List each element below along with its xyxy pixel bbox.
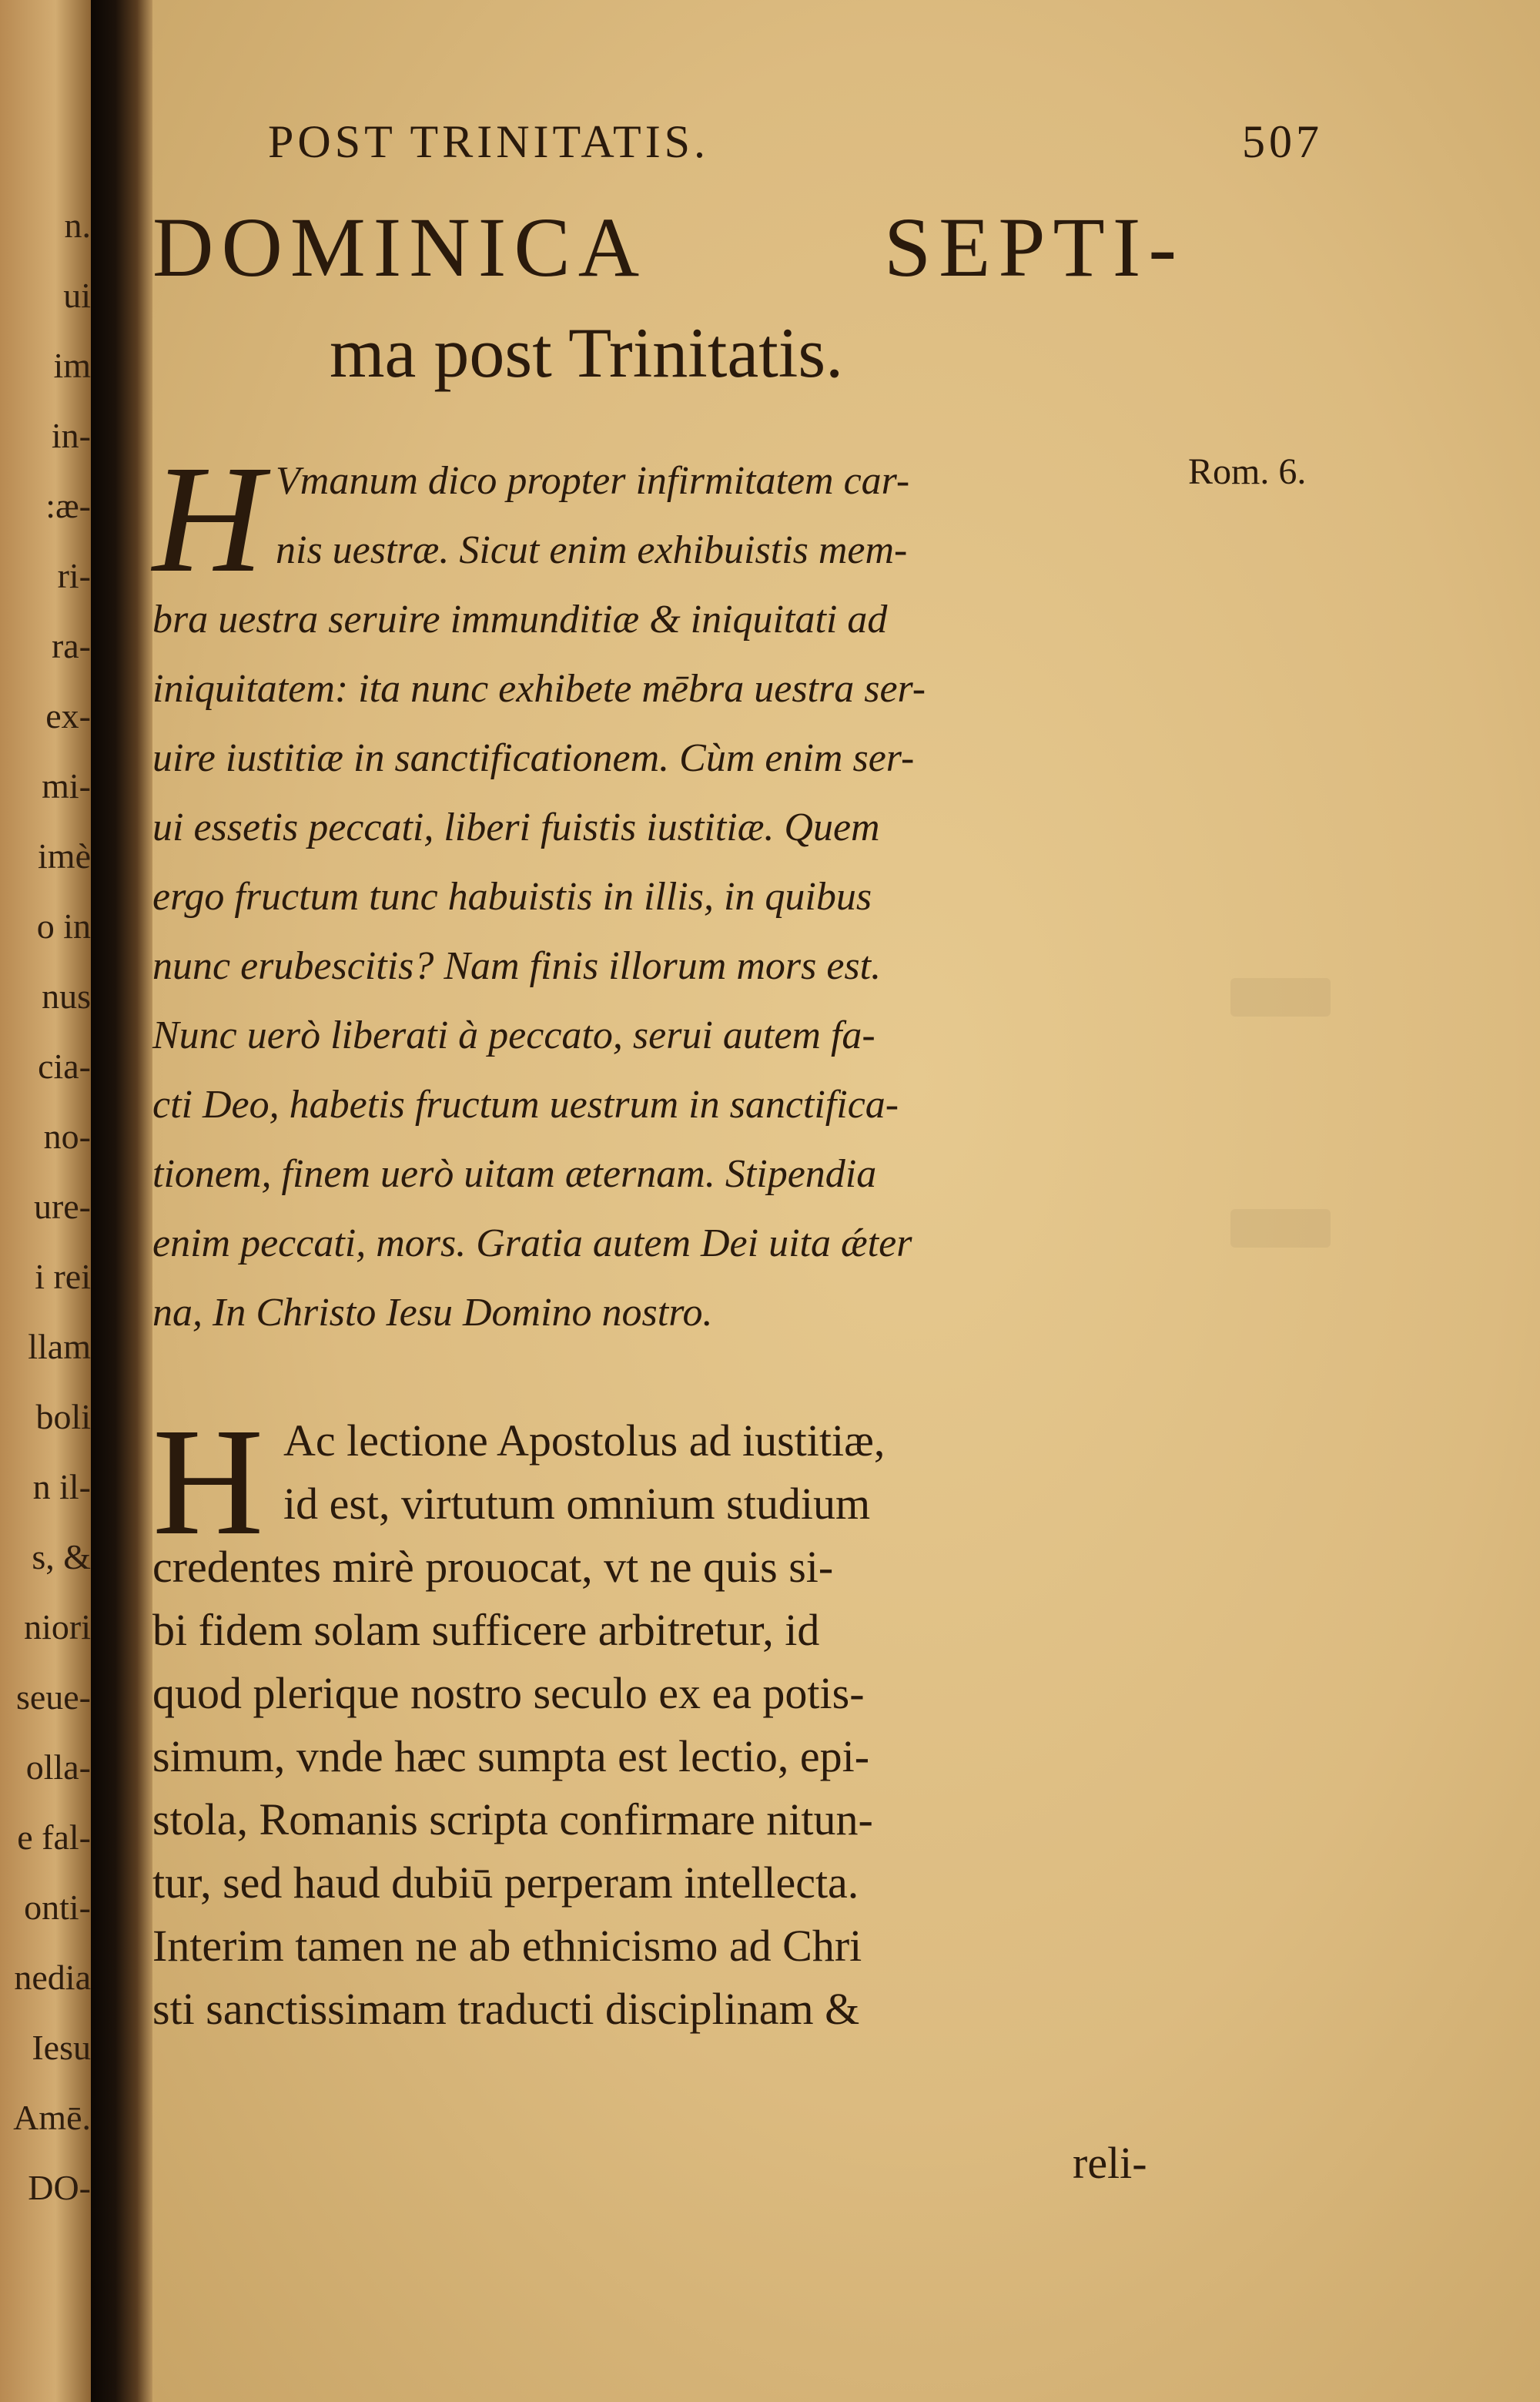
epistle-line: ui essetis peccati, liberi fuistis iustitiæ. Quem <box>152 806 880 849</box>
commentary-line: id est, virtutum omnium studium <box>283 1479 871 1529</box>
previous-page-fragment: ri- <box>57 558 91 594</box>
faded-margin-mark <box>1230 978 1331 1017</box>
previous-page-fragment: Iesu <box>32 2030 91 2065</box>
previous-page-fragment: e fal- <box>17 1820 91 1855</box>
epistle-line: nis uestræ. Sicut enim exhibuistis mem- <box>276 528 908 572</box>
previous-page-fragment: Amē. <box>13 2100 91 2136</box>
epistle-line: iniquitatem: ita nunc exhibete mēbra uestra ser- <box>152 667 926 711</box>
previous-page-fragment: n. <box>64 208 91 243</box>
epistle-line: enim peccati, mors. Gratia autem Dei uita ǽter <box>152 1221 912 1265</box>
previous-page-fragment: no- <box>43 1119 91 1154</box>
epistle-line: bra uestra seruire immunditiæ & iniquitati ad <box>152 598 888 642</box>
epistle-line: Vmanum dico propter infirmitatem car- <box>276 459 910 503</box>
running-head-title: POST TRINITATIS. <box>268 116 710 167</box>
epistle-line: Nunc uerò liberati à peccato, serui autem fa- <box>152 1013 875 1057</box>
heading-word-septi: SEPTI- <box>884 200 1184 294</box>
commentary-line: tur, sed haud dubiū perperam intellecta. <box>152 1858 859 1908</box>
commentary-line: Interim tamen ne ab ethnicismo ad Chri <box>152 1921 862 1971</box>
book-gutter <box>91 0 152 2402</box>
commentary-line: credentes mirè prouocat, vt ne quis si- <box>152 1542 834 1592</box>
marginal-reference: Rom. 6. <box>1188 451 1307 492</box>
previous-page-fragment: i rei <box>35 1259 91 1295</box>
epistle-line: tionem, finem uerò uitam æternam. Stipendia <box>152 1152 877 1196</box>
previous-page-fragment: seue- <box>15 1680 91 1715</box>
heading-word-dominica: DOMINICA <box>152 200 648 294</box>
commentary-line: Ac lectione Apostolus ad iustitiæ, <box>283 1415 886 1466</box>
faded-margin-mark <box>1230 1209 1331 1248</box>
catchword: reli- <box>1073 2138 1147 2188</box>
previous-page-fragment: onti- <box>24 1890 91 1925</box>
previous-page-fragment: im <box>53 348 91 384</box>
commentary-line: sti sanctissimam traducti disciplinam & <box>152 1984 860 2034</box>
previous-page-fragment: ui <box>63 278 91 313</box>
previous-page-fragment: :æ- <box>45 488 91 524</box>
commentary-drop-cap: H <box>152 1397 264 1567</box>
epistle-line: cti Deo, habetis fructum uestrum in sanctifica- <box>152 1083 899 1127</box>
previous-page-fragment: ex- <box>45 698 91 734</box>
previous-page-fragment: n il- <box>32 1469 91 1505</box>
previous-page-fragment: nus <box>42 979 91 1014</box>
previous-page-fragment: o in <box>36 909 91 944</box>
commentary-line: simum, vnde hæc sumpta est lectio, epi- <box>152 1731 870 1781</box>
previous-page-fragment: olla- <box>25 1750 91 1785</box>
previous-page-fragment: imè <box>38 839 91 874</box>
previous-page-fragment: ure- <box>33 1189 91 1224</box>
commentary-line: bi fidem solam sufficere arbitretur, id <box>152 1605 820 1655</box>
commentary-line: stola, Romanis scripta confirmare nitun- <box>152 1794 873 1844</box>
book-page <box>152 0 1540 2402</box>
previous-page-fragment: DO- <box>28 2170 91 2206</box>
page-number: 507 <box>1242 116 1323 167</box>
epistle-line: na, In Christo Iesu Domino nostro. <box>152 1291 713 1335</box>
previous-page-fragment: ra- <box>51 628 91 664</box>
previous-page-fragment: cia- <box>38 1049 91 1084</box>
epistle-line: uire iustitiæ in sanctificationem. Cùm enim ser- <box>152 736 915 780</box>
previous-page-fragment: llam <box>28 1329 91 1365</box>
previous-page-fragment: boli <box>35 1399 91 1435</box>
epistle-drop-cap: H <box>152 434 264 605</box>
epistle-line: ergo fructum tunc habuistis in illis, in quibus <box>152 875 872 919</box>
previous-page-fragment: nedia <box>14 1960 91 1995</box>
previous-page-fragment: s, & <box>32 1539 91 1575</box>
previous-page-fragment: in- <box>51 418 91 454</box>
previous-page-edge <box>0 0 92 2402</box>
commentary-line: quod plerique nostro seculo ex ea potis- <box>152 1668 865 1718</box>
previous-page-fragment: mi- <box>42 769 91 804</box>
epistle-line: nunc erubescitis? Nam finis illorum mors est. <box>152 944 882 988</box>
section-subheading: ma post Trinitatis. <box>330 313 844 392</box>
previous-page-fragment: niori <box>24 1610 91 1645</box>
